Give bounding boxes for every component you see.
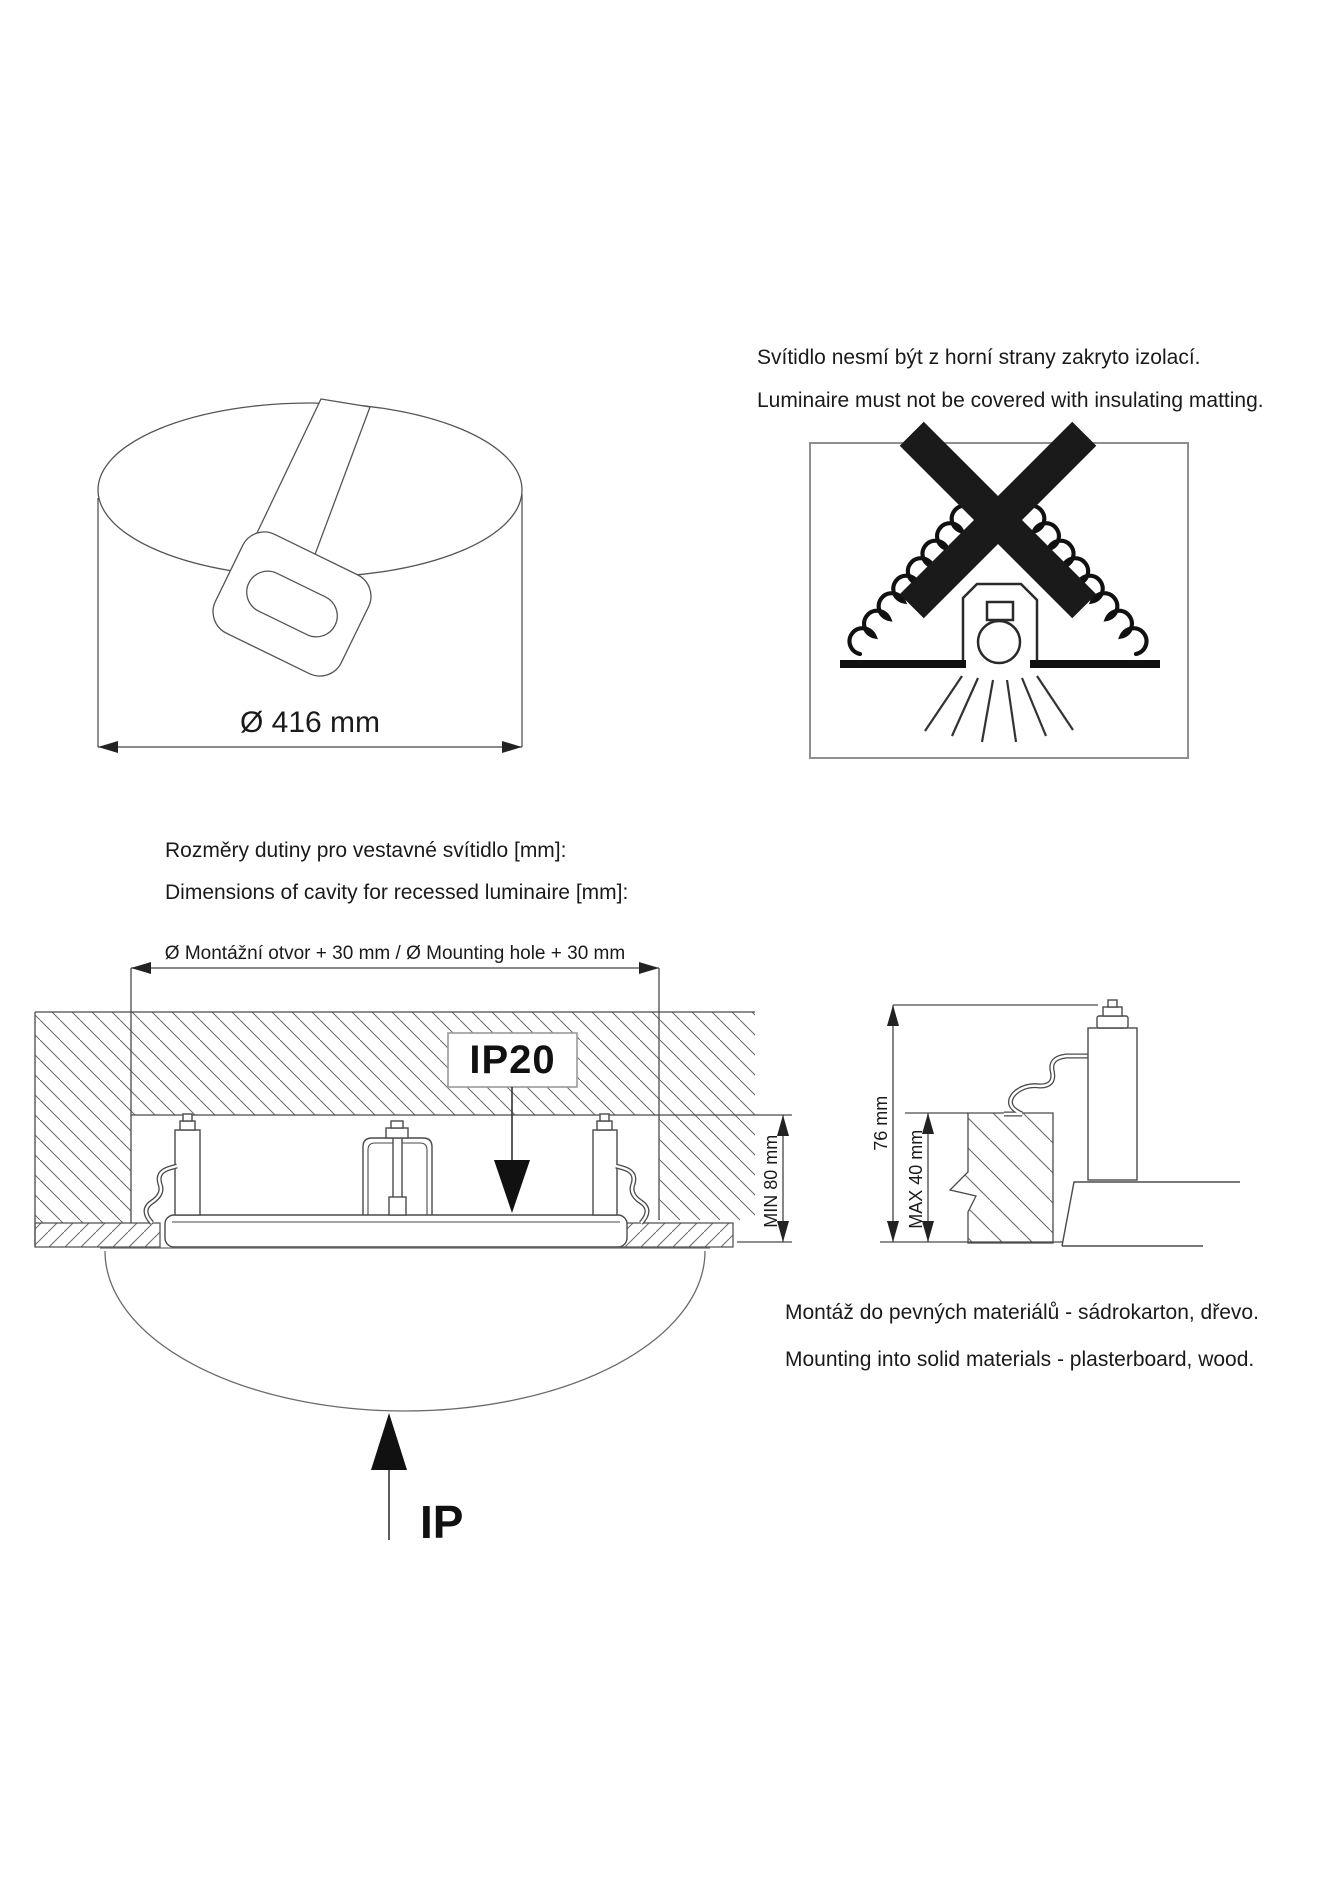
mounting-note-en: Mounting into solid materials - plasterboard, wood. [785, 1348, 1255, 1371]
mounting-post-right [593, 1114, 617, 1215]
side-mounting-post [1088, 1000, 1137, 1180]
luminaire-edge-profile [1062, 1182, 1240, 1246]
insulation-note-en: Luminaire must not be covered with insulating matting. [757, 389, 1264, 412]
panel-block [950, 1113, 1053, 1243]
side-mounting-detail-drawing [880, 1000, 1240, 1246]
hole-cutting-drawing [98, 399, 522, 753]
mounting-hole-label: Ø Montážní otvor + 30 mm / Ø Mounting hole + 30 mm [164, 943, 626, 964]
recessed-lamp-icon [963, 584, 1037, 663]
ip-label: IP [420, 1496, 464, 1548]
max-thickness-label: MAX 40 mm [905, 1129, 926, 1229]
side-spring-clip [1004, 1056, 1088, 1114]
total-height-label: 76 mm [870, 1095, 891, 1151]
min-depth-label: MIN 80 mm [760, 1134, 781, 1228]
centre-bracket [363, 1121, 432, 1215]
diffuser-dome [100, 1248, 710, 1411]
insulation-note-cs: Svítidlo nesmí být z horní strany zakryto izolací. [757, 346, 1201, 369]
ceiling-board-left [35, 1223, 160, 1247]
insulation-warning-symbol [810, 422, 1188, 758]
ip20-rating-label: IP20 [469, 1038, 556, 1082]
saw-icon [205, 399, 379, 684]
cavity-cross-section-drawing [35, 962, 792, 1540]
diameter-dimension-line [98, 741, 522, 753]
spring-clip-right [616, 1166, 647, 1223]
cavity-heading-cs: Rozměry dutiny pro vestavné svítidlo [mm]: [165, 839, 567, 862]
mounting-post-left [175, 1114, 200, 1215]
hole-diameter-label: Ø 416 mm [239, 706, 381, 739]
mounting-note-cs: Montáž do pevných materiálů - sádrokarton, dřevo. [785, 1301, 1259, 1324]
ip-arrow [371, 1413, 407, 1540]
cavity-heading-en: Dimensions of cavity for recessed luminaire [mm]: [165, 881, 629, 904]
luminaire-tray [165, 1215, 627, 1247]
